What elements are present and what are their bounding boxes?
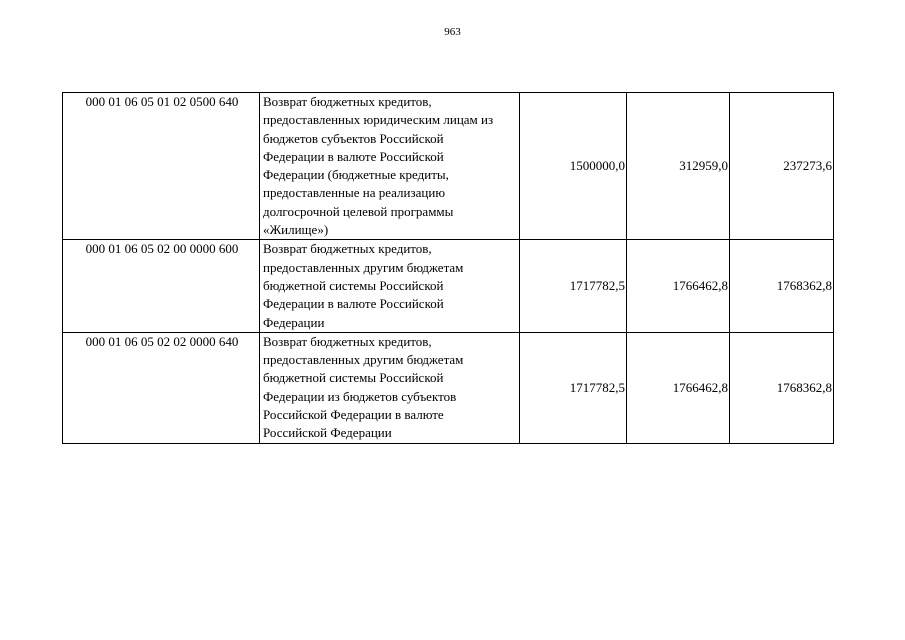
description-line: Федерации в валюте Российской [263, 148, 444, 164]
description-cell [260, 332, 520, 443]
description-line: долгосрочной целевой программы [263, 203, 454, 219]
description-line: Возврат бюджетных кредитов, [263, 94, 432, 109]
amount-cell-1: 1717782,5 [520, 240, 627, 332]
description-line: бюджетов субъектов Российской [263, 130, 444, 146]
description-line: предоставленных юридическим лицам из [263, 112, 494, 128]
table-row [63, 240, 834, 332]
description-line: Федерации из бюджетов субъектов [263, 388, 457, 404]
budget-code-cell: 000 01 06 05 02 00 0000 600 [63, 240, 260, 332]
amount-cell-2: 1766462,8 [627, 332, 730, 443]
table-row [63, 93, 834, 240]
description-line: бюджетной системы Российской [263, 370, 444, 386]
description-line: бюджетной системы Российской [263, 277, 444, 293]
budget-code-cell: 000 01 06 05 01 02 0500 640 [63, 93, 260, 240]
description-line: Федерации (бюджетные кредиты, [263, 167, 449, 183]
description-line: предоставленных другим бюджетам [263, 259, 464, 275]
amount-cell-3: 1768362,8 [730, 240, 834, 332]
budget-table [62, 92, 834, 444]
description-line: Федерации [263, 314, 325, 330]
amount-cell-3: 1768362,8 [730, 332, 834, 443]
amount-cell-2: 312959,0 [627, 93, 730, 240]
description-line: «Жилище») [263, 222, 329, 238]
description-cell [260, 240, 520, 332]
description-line: Российской Федерации [263, 425, 392, 441]
description-cell [260, 93, 520, 240]
amount-cell-1: 1500000,0 [520, 93, 627, 240]
budget-code-cell: 000 01 06 05 02 02 0000 640 [63, 332, 260, 443]
description-line: Федерации в валюте Российской [263, 296, 444, 312]
amount-cell-2: 1766462,8 [627, 240, 730, 332]
description-line: предоставленные на реализацию [263, 185, 446, 201]
page-number: 963 [444, 26, 461, 38]
table-row [63, 332, 834, 443]
amount-cell-1: 1717782,5 [520, 332, 627, 443]
description-line: Возврат бюджетных кредитов, [263, 241, 432, 257]
description-line: Российской Федерации в валюте [263, 407, 444, 423]
description-line: Возврат бюджетных кредитов, [263, 333, 432, 349]
amount-cell-3: 237273,6 [730, 93, 834, 240]
description-line: предоставленных другим бюджетам [263, 352, 464, 368]
